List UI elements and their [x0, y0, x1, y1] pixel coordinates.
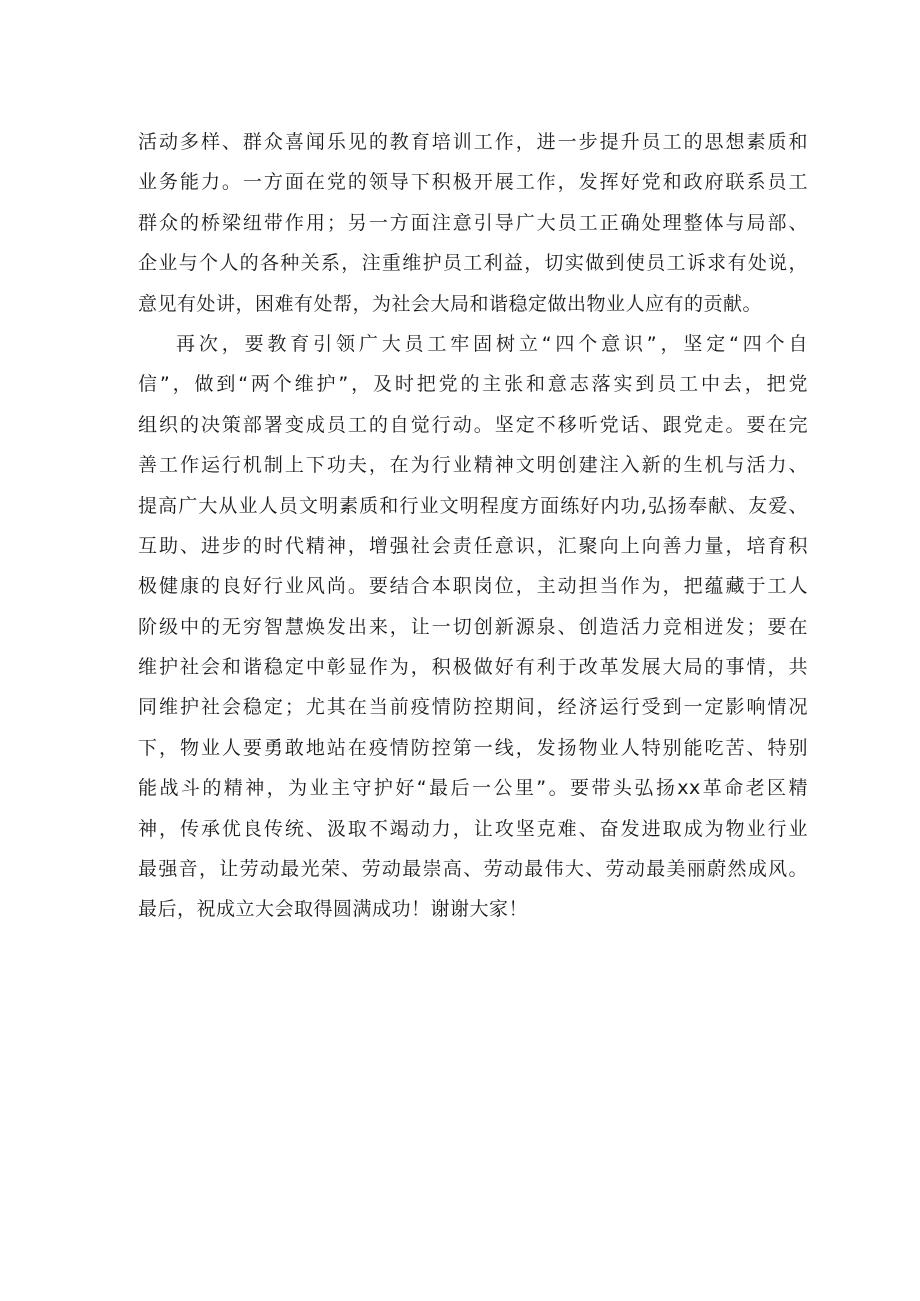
text-line: 企业与个人的各种关系，注重维护员工利益，切实做到使员工诉求有处说，	[138, 252, 808, 275]
text-line: 维护社会和谐稳定中彰显作为，积极做好有利于改革发展大局的事情，共	[138, 656, 808, 679]
text-line: 活动多样、群众喜闻乐见的教育培训工作，进一步提升员工的思想素质和	[138, 131, 808, 153]
text-line: 最后，祝成立大会取得圆满成功！谢谢大家！	[138, 898, 529, 921]
text-line: 同维护社会稳定；尤其在当前疫情防控期间，经济运行受到一定影响情况	[138, 696, 808, 719]
text-line: 意见有处讲，困难有处帮，为社会大局和谐稳定做出物业人应有的贡献。	[138, 292, 763, 315]
text-line: 下，物业人要勇敢地站在疫情防控第一线，发扬物业人特别能吃苦、特别	[138, 736, 808, 759]
text-line: 信”，做到“两个维护”，及时把党的主张和意志落实到员工中去，把党	[138, 373, 808, 396]
text-line: 最强音，让劳动最光荣、劳动最崇高、劳动最伟大、劳动最美丽蔚然成风。	[138, 858, 808, 881]
text-line: 极健康的良好行业风尚。要结合本职岗位，主动担当作为，把蕴藏于工人	[138, 575, 808, 598]
text-line: 组织的决策部署变成员工的自觉行动。坚定不移听党话、跟党走。要在完	[138, 413, 808, 436]
paragraph-2	[138, 324, 808, 930]
text-line: 提高广大从业人员文明素质和行业文明程度方面练好内功,弘扬奉献、友爱、	[138, 494, 808, 517]
text-line: 互助、进步的时代精神，增强社会责任意识，汇聚向上向善力量，培育积	[138, 534, 808, 557]
paragraph-1	[138, 122, 808, 324]
text-line: 再次，要教育引领广大员工牢固树立“四个意识”，坚定“四个自	[176, 332, 808, 355]
text-line: 神，传承优良传统、汲取不竭动力，让攻坚克难、奋发进取成为物业行业	[138, 817, 808, 840]
document-body	[138, 122, 808, 930]
text-line: 能战斗的精神，为业主守护好“最后一公里”。要带头弘扬xx革命老区精	[138, 777, 808, 800]
text-line: 业务能力。一方面在党的领导下积极开展工作，发挥好党和政府联系员工	[138, 171, 808, 194]
text-line: 善工作运行机制上下功夫，在为行业精神文明创建注入新的生机与活力、	[138, 454, 808, 477]
text-line: 群众的桥梁纽带作用；另一方面注意引导广大员工正确处理整体与局部、	[138, 211, 808, 234]
text-line: 阶级中的无穷智慧焕发出来，让一切创新源泉、创造活力竞相迸发；要在	[138, 615, 808, 638]
